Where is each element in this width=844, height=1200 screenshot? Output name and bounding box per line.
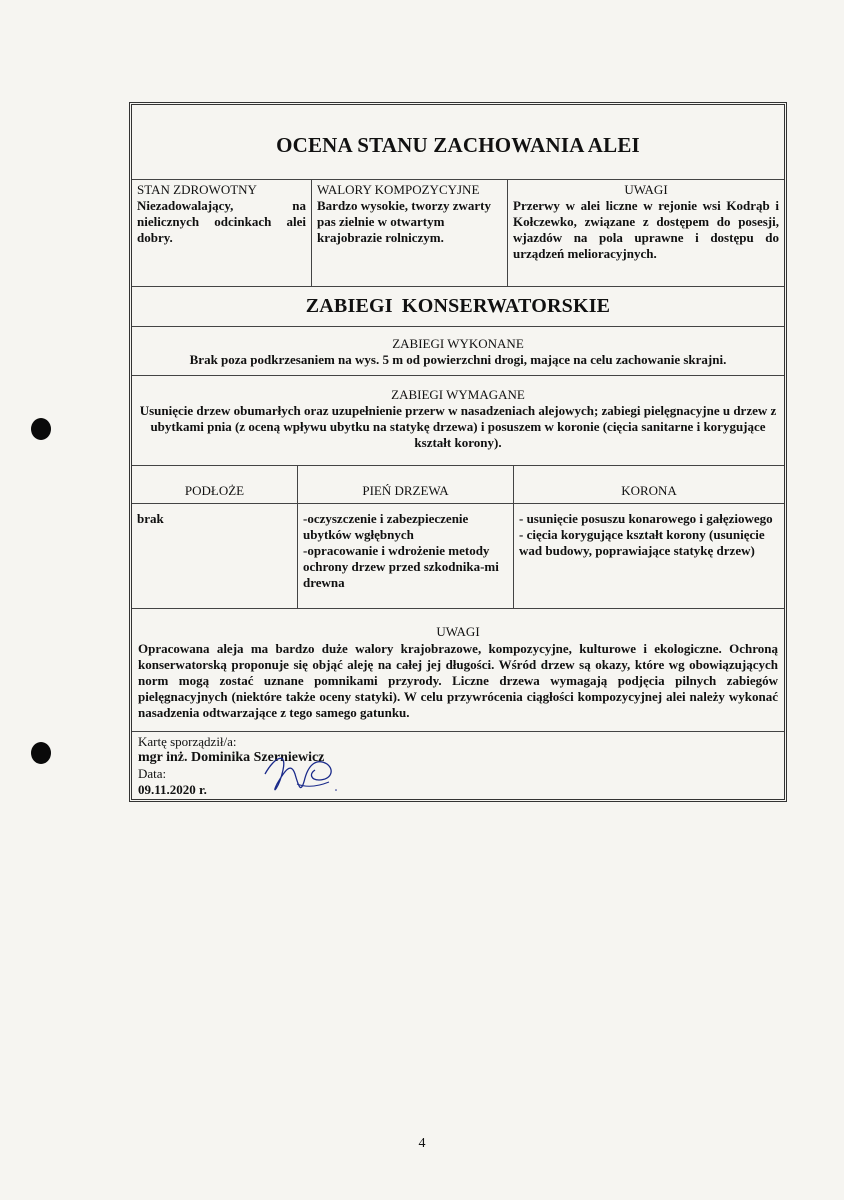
health-cell bbox=[132, 180, 312, 286]
page-number: 4 bbox=[418, 1136, 426, 1151]
remarks-cell bbox=[508, 180, 784, 286]
status-section bbox=[132, 180, 784, 287]
punch-hole-bottom bbox=[31, 742, 51, 764]
remarks-value: Przerwy w alei liczne w rejonie wsi Kodrąb i Kołczewko, związane z dostępem do posesji, wjazdów na pola uprawne i dostępu do urządzeń melioracyjnych. bbox=[513, 198, 779, 261]
prepared-by: mgr inż. Dominika Szerniewicz bbox=[138, 750, 325, 765]
crown-item: - usunięcie posuszu konarowego i gałęziowego bbox=[519, 511, 773, 526]
health-label: STAN ZDROWOTNY bbox=[137, 182, 257, 197]
signature-image bbox=[257, 744, 347, 804]
done-section bbox=[132, 327, 784, 376]
date-label: Data: bbox=[138, 766, 167, 781]
crown-cell bbox=[514, 504, 784, 608]
composition-cell bbox=[312, 180, 508, 286]
general-remarks-section bbox=[132, 609, 784, 732]
title-section bbox=[132, 105, 784, 180]
general-remarks-label: UWAGI bbox=[436, 624, 480, 639]
trunk-cell bbox=[298, 504, 514, 608]
prepared-label: Kartę sporządził/a: bbox=[138, 734, 237, 749]
header-substrate: PODŁOŻE bbox=[132, 466, 298, 503]
conservation-title-section bbox=[132, 287, 784, 327]
required-label: ZABIEGI WYMAGANE bbox=[391, 387, 525, 402]
assessment-form bbox=[129, 102, 787, 802]
health-value: Niezadowalający, na nielicznych odcinkach alei dobry. bbox=[137, 198, 306, 245]
done-value: Brak poza podkrzesaniem na wys. 5 m od powierzchni drogi, mające na celu zachowanie skrajni. bbox=[189, 352, 727, 367]
punch-hole-top bbox=[31, 418, 51, 440]
composition-value: Bardzo wysokie, tworzy zwarty pas zielnie w otwartym krajobrazie rolniczym. bbox=[317, 198, 492, 245]
crown-item: - cięcia korygujące kształt korony (usunięcie wad budowy, poprawiające statykę drzew) bbox=[519, 527, 765, 558]
header-trunk: PIEŃ DRZEWA bbox=[298, 466, 514, 503]
required-section bbox=[132, 376, 784, 466]
substrate-value: brak bbox=[137, 511, 164, 526]
treatment-table-header bbox=[132, 466, 784, 504]
footer-section bbox=[132, 732, 784, 798]
header-crown: KORONA bbox=[621, 483, 677, 498]
treatment-table-body bbox=[132, 504, 784, 609]
date-value: 09.11.2020 r. bbox=[138, 782, 207, 797]
remarks-label: UWAGI bbox=[624, 182, 668, 197]
done-label: ZABIEGI WYKONANE bbox=[392, 336, 524, 351]
substrate-cell bbox=[132, 504, 298, 608]
general-remarks-text: Opracowana aleja ma bardzo duże walory krajobrazowe, kompozycyjne, kulturowe i ekologiczne. Ochroną konserwatorską proponuje się objąć aleję na całej jej długości. Wśród drzew są okazy, które wg obowiązujących norm mogą zostać uznane pomnikami przyrody. Liczne drzewa wymagają podjęcia pilnych zabiegów pielęgnacyjnych (niektóre także oceny statyki). W celu przywrócenia ciągłości kompozycyjnej alei należy wykonać nasadzenia odtwarzające z tego samego gatunku. bbox=[138, 641, 778, 720]
trunk-item: -oczyszczenie i zabezpieczenie ubytków wgłębnych bbox=[303, 511, 469, 542]
page-title: OCENA STANU ZACHOWANIA ALEI bbox=[276, 133, 640, 157]
conservation-title: ZABIEGI KONSERWATORSKIE bbox=[305, 295, 611, 317]
composition-label: WALORY KOMPOZYCYJNE bbox=[317, 182, 480, 197]
trunk-item: -opracowanie i wdrożenie metody ochrony drzew przed szkodnika-mi drewna bbox=[303, 543, 499, 590]
required-value: Usunięcie drzew obumarłych oraz uzupełnienie przerw w nasadzeniach alejowych; zabiegi pielęgnacyjne u drzew z ubytkami pnia (z oceną wpływu ubytku na statykę drzewa) i posuszem w koronie (cięcia sanitarne i korygujące kształt korony). bbox=[139, 403, 777, 450]
